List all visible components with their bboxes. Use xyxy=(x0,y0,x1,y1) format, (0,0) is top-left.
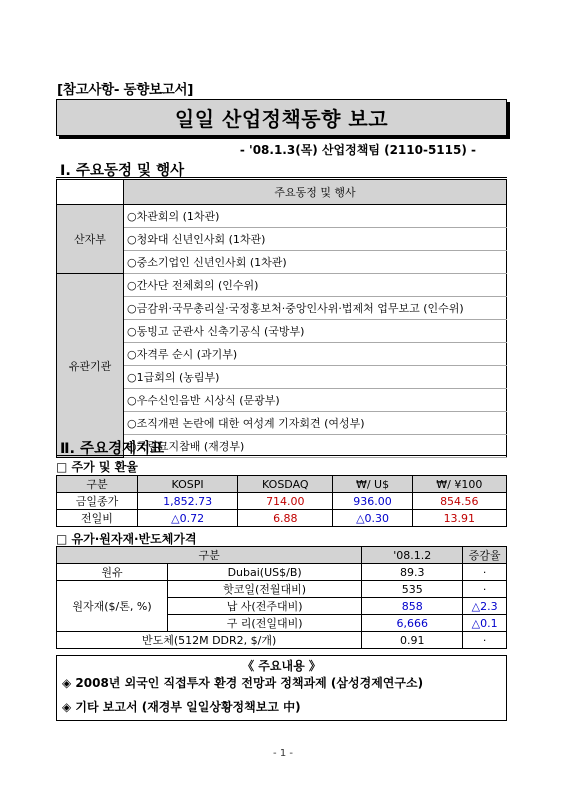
stock-col-header: ₩/ ¥100 xyxy=(412,476,506,493)
event-item: ○조직개편 논란에 대한 여성계 기자회견 (여성부) xyxy=(124,412,507,435)
raw-item-name: 납 사(전주대비) xyxy=(168,598,362,615)
section2-heading: Ⅱ. 주요경제지표 xyxy=(60,441,165,457)
event-item: ○동빙고 군관사 신축기공식 (국방부) xyxy=(124,320,507,343)
section1-divider xyxy=(56,177,507,178)
commodity-col-header: 증감율 xyxy=(463,547,507,564)
raw-item-value: 858 xyxy=(362,598,463,615)
section2-divider xyxy=(56,455,507,456)
event-item: ○1급회의 (농림부) xyxy=(124,366,507,389)
section1-heading: Ⅰ. 주요동정 및 행사 xyxy=(60,163,185,179)
raw-item-name: 핫코일(전월대비) xyxy=(168,581,362,598)
main-content-item: ◈ 2008년 외국인 직접투자 환경 전망과 정책과제 (삼성경제연구소) xyxy=(62,676,424,690)
oil-change: · xyxy=(463,564,507,581)
stock-row-label: 전일비 xyxy=(57,510,138,527)
commodity-table xyxy=(56,546,507,649)
category-mocie: 산자부 xyxy=(57,205,124,274)
stock-row-label: 금일종가 xyxy=(57,493,138,510)
oil-value: 89.3 xyxy=(362,564,463,581)
stock-col-header: ₩/ U$ xyxy=(333,476,412,493)
event-item: ○자격루 순시 (과기부) xyxy=(124,343,507,366)
stock-col-header: KOSPI xyxy=(138,476,238,493)
commodity-subheading: □ 유가·원자재·반도체가격 xyxy=(56,532,197,546)
page-title: 일일 산업정책동향 보고 xyxy=(56,99,507,136)
event-item: ○청와대 신년인사회 (1차관) xyxy=(124,228,507,251)
semiconductor-label: 반도체(512M DDR2, $/개) xyxy=(57,632,362,649)
event-item: ○금감위·국무총리실·국정홍보처·중앙인사위·법제처 업무보고 (인수위) xyxy=(124,297,507,320)
kosdaq-close: 714.00 xyxy=(238,493,333,510)
stock-col-header: 구분 xyxy=(57,476,138,493)
semiconductor-value: 0.91 xyxy=(362,632,463,649)
raw-item-value: 535 xyxy=(362,581,463,598)
event-item: ○우수신인음반 시상식 (문광부) xyxy=(124,389,507,412)
page-number: - 1 - xyxy=(273,748,293,759)
stock-exchange-table xyxy=(56,475,507,527)
commodity-col-header: '08.1.2 xyxy=(362,547,463,564)
raw-item-name: 구 리(전일대비) xyxy=(168,615,362,632)
stock-col-header: KOSDAQ xyxy=(238,476,333,493)
kospi-change: △0.72 xyxy=(138,510,238,527)
stock-subheading: □ 주가 및 환율 xyxy=(56,460,138,474)
main-contents-title: 《 주요내용 》 xyxy=(242,659,321,673)
event-item: ○차관회의 (1차관) xyxy=(124,205,507,228)
main-content-item: ◈ 기타 보고서 (재경부 일일상황정책보고 中) xyxy=(62,700,301,714)
raw-item-change: △2.3 xyxy=(463,598,507,615)
event-item: ○중소기업인 신년인사회 (1차관) xyxy=(124,251,507,274)
category-related-agencies: 유관기관 xyxy=(57,274,124,458)
won-yen-change: 13.91 xyxy=(412,510,506,527)
kosdaq-change: 6.88 xyxy=(238,510,333,527)
events-table xyxy=(56,179,507,458)
kospi-close: 1,852.73 xyxy=(138,493,238,510)
report-type-label: [참고사항- 동향보고서] xyxy=(57,82,194,98)
won-yen-close: 854.56 xyxy=(412,493,506,510)
events-table-header: 주요동정 및 행사 xyxy=(124,180,507,205)
raw-material-label: 원자재($/톤, %) xyxy=(57,581,168,632)
event-item: ○간사단 전체회의 (인수위) xyxy=(124,274,507,297)
won-dollar-close: 936.00 xyxy=(333,493,412,510)
won-dollar-change: △0.30 xyxy=(333,510,412,527)
raw-item-change: · xyxy=(463,581,507,598)
events-table-corner xyxy=(57,180,124,205)
oil-item: Dubai(US$/B) xyxy=(168,564,362,581)
raw-item-value: 6,666 xyxy=(362,615,463,632)
oil-label: 원유 xyxy=(57,564,168,581)
raw-item-change: △0.1 xyxy=(463,615,507,632)
dateline: - '08.1.3(목) 산업정책팀 (2110-5115) - xyxy=(239,143,476,157)
semiconductor-change: · xyxy=(463,632,507,649)
commodity-col-header: 구분 xyxy=(57,547,362,564)
event-item: ○국립묘지참배 (재경부) xyxy=(124,435,507,458)
